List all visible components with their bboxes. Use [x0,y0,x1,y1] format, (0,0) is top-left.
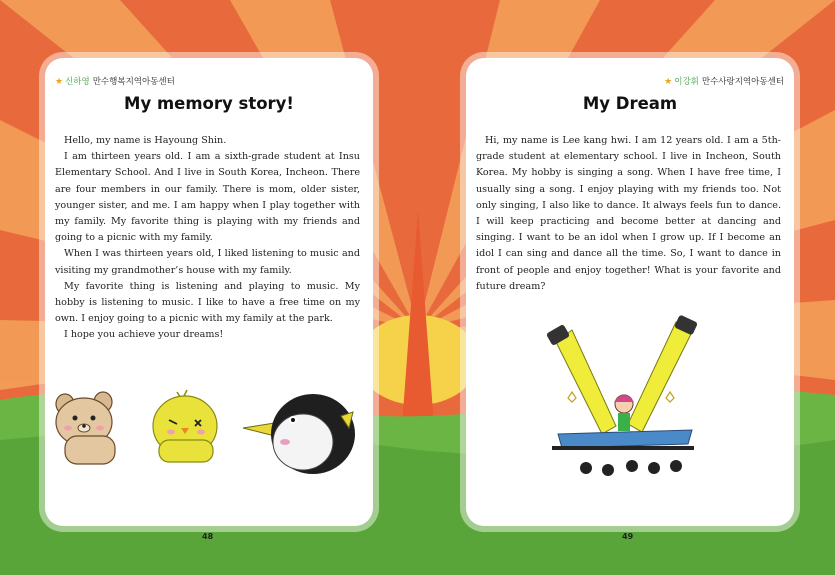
left-paragraph: When I was thirteen years old, I liked listening to music and visiting my grandmother’s house with my family. [55,248,360,276]
right-page-title: My Dream [582,94,678,113]
left-paragraph: Hello, my name is Hayoung Shin. [64,135,227,146]
left-page-title: My memory story! [124,94,294,113]
right-page [466,58,794,526]
left-author-line [55,75,175,87]
right-author-line [664,75,784,87]
left-paragraph: I hope you achieve your dreams! [64,329,224,341]
left-page [45,58,373,526]
left-paragraph: My favorite thing is listening and playing to music. My hobby is listening to music. I like to have a free time on my own. I enjoy going to a picnic with my family at the park. [55,280,360,325]
bear-drawing [51,386,133,470]
star-icon: ★ [664,77,673,87]
right-page-number: 49 [622,532,634,541]
star-icon: ★ [55,77,64,87]
right-page-text [476,133,781,295]
idol-stage-drawing [542,308,704,486]
left-author-center: 만수행복지역아동센터 [92,77,175,87]
penguin-drawing [241,390,357,478]
left-author-name: 신하영 [65,77,90,87]
left-page-text [55,133,360,344]
right-author-center: 만수사랑지역아동센터 [701,77,784,87]
left-page-number: 48 [202,532,214,541]
right-paragraph: Hi, my name is Lee kang hwi. I am 12 years old. I am a 5th-grade student at elementary school. I live in Incheon, South Korea. My hobby is singing a song. When I have free time, I usually sing a song. I enjoy playing with my friends too. Not only singing, I also like to dance. It always feels fun to dance. I will keep practicing and become better at dancing and singing. I want to be an idol when I grow up. If I become an idol I can sing and dance all the time. So, I want to dance in front of people and enjoy together! What is your favorite and future dream? [476,135,781,292]
right-author-name: 이강휘 [674,77,699,87]
chick-drawing [149,386,223,466]
left-paragraph: I am thirteen years old. I am a sixth-grade student at Insu Elementary School. And I live in South Korea, Incheon. There are four members in our family. There is mom, older sister, younger sister, and me. I am happy when I play together with my family. My favorite thing is playing with my friends and going to a picnic with my family. [55,151,360,244]
